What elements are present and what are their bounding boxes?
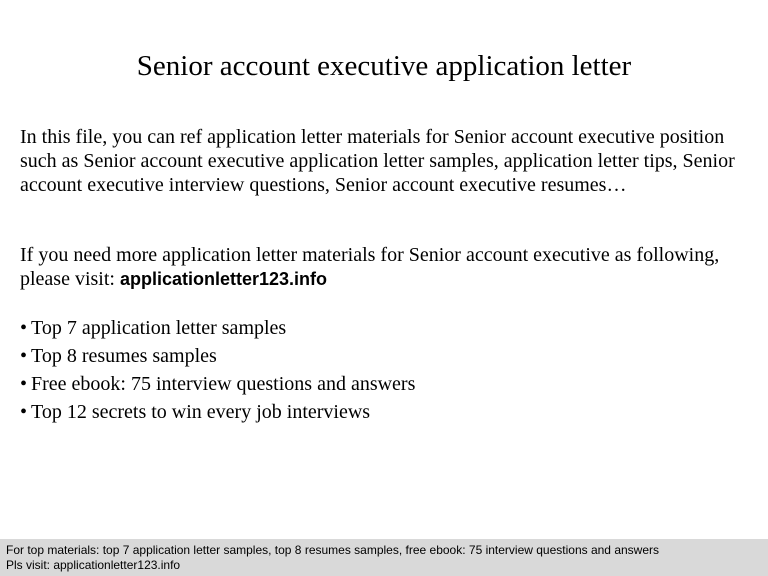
bullet-icon: • — [20, 345, 28, 367]
list-item — [20, 398, 415, 426]
list-item — [20, 370, 415, 398]
list-item — [20, 314, 415, 342]
bullet-icon: • — [20, 373, 28, 395]
page-title: Senior account executive application letter — [136, 50, 632, 82]
list-item-text: Top 12 secrets to win every job interviews — [31, 401, 371, 423]
intro-paragraph: In this file, you can ref application letter materials for Senior account executive position such as Senior account executive application letter samples, application letter tips, Senior account executive interview questions, Senior account executive resumes… — [20, 126, 735, 196]
resource-list — [20, 314, 415, 426]
bullet-icon: • — [20, 317, 28, 339]
visit-prefix-text: If you need more application letter materials for Senior account executive as following, please visit: — [20, 244, 720, 290]
list-item — [20, 342, 415, 370]
visit-paragraph — [20, 243, 755, 291]
footer-line-visit: Pls visit: applicationletter123.info — [6, 558, 181, 572]
list-item-text: Top 7 application letter samples — [31, 317, 287, 339]
list-item-text: Free ebook: 75 interview questions and answers — [31, 373, 416, 395]
list-item-text: Top 8 resumes samples — [31, 345, 217, 367]
footer-line-materials: For top materials: top 7 application letter samples, top 8 resumes samples, free ebook: 75 interview questions and answers — [6, 543, 659, 557]
footer-bar — [0, 539, 768, 576]
website-link[interactable]: applicationletter123.info — [119, 269, 328, 289]
bullet-icon: • — [20, 401, 28, 423]
